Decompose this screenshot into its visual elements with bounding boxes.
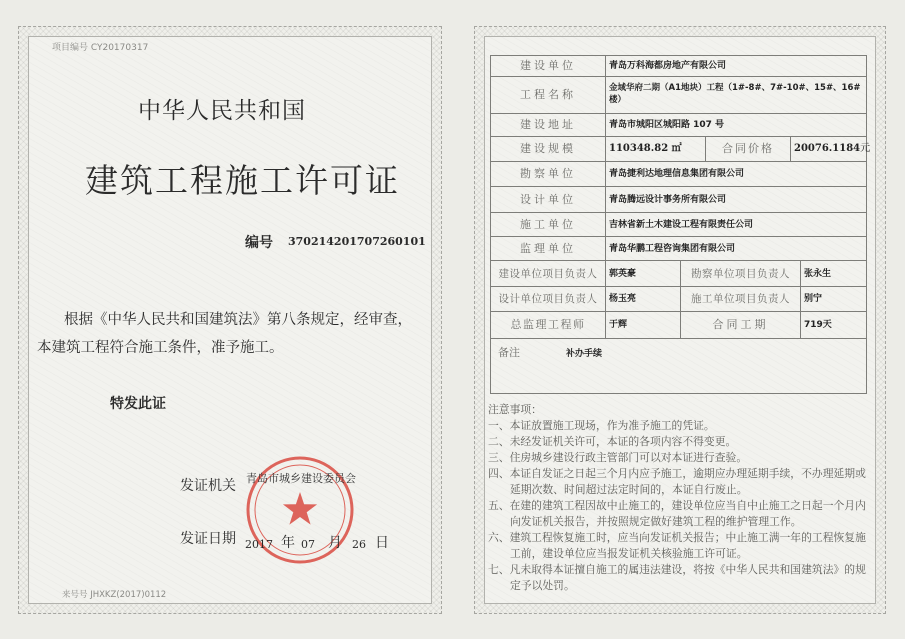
project-number: 项目编号 CY20170317 [52, 43, 149, 53]
permit-info-table [490, 55, 871, 394]
contract-price-label: 合同价格 [706, 137, 791, 162]
issue-date-month-unit: 月 [328, 535, 342, 551]
issue-date-day-unit: 日 [375, 535, 389, 551]
issue-date-month: 07 [301, 538, 315, 551]
design-pm-label: 设计单位项目负责人 [491, 287, 606, 312]
issuer-value: 青岛市城乡建设委员会 [246, 472, 356, 485]
issue-date-year: 2017 [245, 538, 273, 551]
contractor-pm-value: 别宁 [801, 287, 867, 312]
issuer-label: 发证机关 [180, 478, 236, 494]
list-item: 二、未经发证机关许可，本证的各项内容不得变更。 [488, 435, 737, 448]
design-pm-value: 杨玉亮 [606, 287, 681, 312]
contractor-value: 吉林省新土木建设工程有限责任公司 [606, 213, 867, 237]
scale-label: 建设规模 [491, 137, 606, 162]
table-row [491, 213, 867, 237]
table-row [491, 261, 867, 287]
remarks-value: 补办手续 [566, 349, 603, 359]
notes-section [488, 402, 870, 594]
permit-number-value: 370214201707260101 [288, 235, 426, 248]
project-name-label: 工程名称 [491, 77, 606, 114]
table-row [491, 237, 867, 261]
table-row [491, 162, 867, 187]
notes-title: 注意事项： [488, 403, 542, 416]
list-item: 三、住房城乡建设行政主管部门可以对本证进行查验。 [488, 451, 748, 464]
list-item: 一、本证放置施工现场，作为准予施工的凭证。 [488, 419, 715, 432]
survey-unit-label: 勘察单位 [491, 162, 606, 187]
table-row [491, 56, 867, 77]
issue-date-year-unit: 年 [281, 535, 295, 551]
table-row [491, 287, 867, 312]
design-unit-value: 青岛腾远设计事务所有限公司 [606, 187, 867, 213]
issue-date-label: 发证日期 [180, 531, 236, 547]
contractor-label: 施工单位 [491, 213, 606, 237]
table-row [491, 114, 867, 137]
contract-period-value: 719天 [801, 312, 867, 339]
table-row [491, 312, 867, 339]
list-item: 五、在建的建筑工程因故中止施工的，建设单位应当自中止施工之日起一个月内向发证机关报告，并按照规定做好建筑工程的维护管理工作。 [488, 499, 866, 528]
supervision-unit-value: 青岛华鹏工程咨询集团有限公司 [606, 237, 867, 261]
chief-supervisor-label: 总监理工程师 [491, 312, 606, 339]
design-unit-label: 设计单位 [491, 187, 606, 213]
chief-supervisor-value: 于辉 [606, 312, 681, 339]
contract-price-value: 20076.1184 [794, 143, 861, 154]
table-row [491, 137, 867, 162]
contractor-pm-label: 施工单位项目负责人 [681, 287, 801, 312]
owner-pm-value: 郭英豪 [606, 261, 681, 287]
scale-value: 110348.82 ㎡ [606, 137, 706, 162]
survey-unit-value: 青岛捷利达地理信息集团有限公司 [606, 162, 867, 187]
owner-pm-label: 建设单位项目负责人 [491, 261, 606, 287]
list-item: 七、凡未取得本证擅自施工的属违法建设，将按《中华人民共和国建筑法》的规定予以处罚。 [488, 563, 866, 592]
list-item: 四、本证自发证之日起三个月内应予施工，逾期应办理延期手续，不办理延期或延期次数、时间超过法定时间的，本证自行废止。 [488, 467, 866, 496]
construction-unit-value: 青岛万科海都房地产有限公司 [606, 56, 867, 77]
address-value: 青岛市城阳区城阳路 107 号 [606, 114, 867, 137]
list-item: 六、建筑工程恢复施工时，应当向发证机关报告；中止施工满一年的工程恢复施工前，建设单位应当报发证机关核验施工许可证。 [488, 531, 866, 560]
address-label: 建设地址 [491, 114, 606, 137]
contract-price-cell [791, 137, 871, 162]
contract-price-unit: 元 [860, 143, 871, 154]
table-row [491, 77, 867, 114]
permit-number-label: 编号 [245, 235, 273, 251]
table-row [491, 339, 867, 394]
remarks-cell [491, 339, 867, 394]
construction-unit-label: 建设单位 [491, 56, 606, 77]
stamp-star-icon [283, 492, 317, 525]
survey-pm-label: 勘察单位项目负责人 [681, 261, 801, 287]
contract-period-label: 合同工期 [681, 312, 801, 339]
body-text-line-2: 本建筑工程符合施工条件，准予施工。 [37, 340, 284, 356]
supervision-unit-label: 监理单位 [491, 237, 606, 261]
footer-number: 来号号 JHXKZ(2017)0112 [62, 590, 167, 600]
page-title: 建筑工程施工许可证 [85, 161, 400, 200]
country-name: 中华人民共和国 [138, 98, 306, 124]
issue-date-day: 26 [352, 538, 366, 551]
special-issue-text: 特发此证 [110, 396, 166, 412]
table-row [491, 187, 867, 213]
remarks-label: 备注 [498, 346, 520, 359]
body-text-line-1: 根据《中华人民共和国建筑法》第八条规定，经审查， [64, 312, 412, 328]
project-name-value: 金域华府二期（A1地块）工程（1#-8#、7#-10#、15#、16#楼） [606, 77, 867, 114]
survey-pm-value: 张永生 [801, 261, 867, 287]
